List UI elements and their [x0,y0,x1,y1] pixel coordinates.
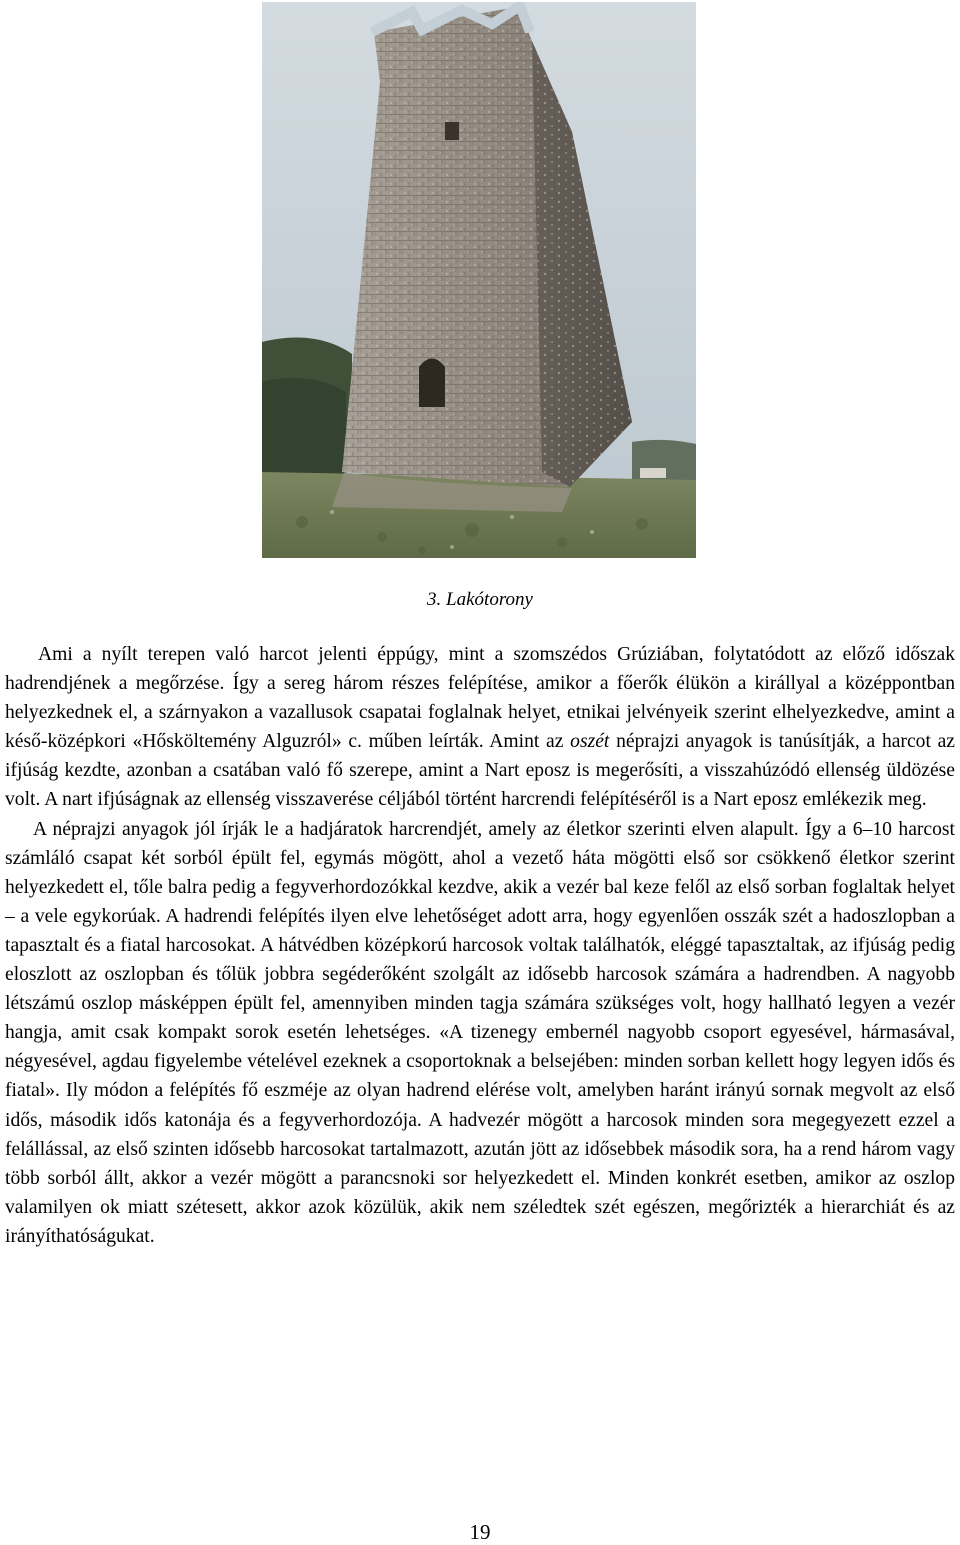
tower-photo [262,2,696,558]
text-run: néprajzi anyagok is tanúsítják, a harcot az ifjúság kezdte, azonban a csatában való fő szerepe, amint a Nart eposz is megerősíti, a visszahúzódó ellenség üldözése volt. A nart ifjúságnak az ellenség visszaverése céljából történt harcrendi felépítéséről is a Nart eposz emlékezik meg. [5,731,955,811]
paragraph [5,815,955,1251]
body-text [5,640,955,1251]
text-run: A néprajzi anyagok jól írják le a hadjáratok harcrendjét, amely az életkor szerinti elven alapult. Így a 6–10 harcost számláló csapat két sorból épült fel, egymás mögött, ahol a vezető háta mögötti első sor csökkenő életkor szerint helyezkedett el, tőle balra pedig a fegyverhordozókkal kezdve, akik a vezér bal keze felől az első sorban foglaltak helyet – a vele egykorúak. A hadrendi felépítés ilyen elve lehetőséget adott arra, hogy egyenlően osszák szét a hadoszlopban a tapasztalt és a fiatal harcosokat. A hátvédben középkorú harcosok voltak találhatók, eléggé tapasztaltak, az ifjúság pedig eloszlott az oszlopban és tőlük jobbra segéderőként szolgált az idősebb harcosok számára a hadrendben. A nagyobb létszámú oszlop másképpen épült fel, amennyiben minden tagja számára szükséges volt, hogy hallható legyen a vezér hangja, amit csak kompakt sorok esetén lehetséges. «A tizenegy embernél nagyobb csoport egyesével, hármasával, négyesével, agdau figyelembe vételével ezeknek a csoportoknak a belsejében: minden sorban kellett hogy legyen idős és fiatal». Ily módon a felépítés fő eszméje az olyan hadrend elérése volt, amelyben haránt irányú sornak megvolt az első idős, második idős katonája és a fegyverhordozója. A hadvezér mögött a harcosok minden sora megegyezett ezzel a felállással, az első szinten idősebb harcosokat tartalmazott, azután jött az idősebbek második sora, ha a rend három vagy több sorból állt, akkor a vezér mögött a parancsnoki sor helyezkedett el. Minden konkrét esetben, amikor az oszlop valamilyen ok miatt szétesett, akkor azok közülük, akik nem széledtek szét egészen, megőrizték a hierarchiát és az irányíthatóságukat. [5,818,955,1247]
paragraph [5,640,955,815]
page-number: 19 [469,1520,491,1544]
figure-caption: 3. Lakótorony [427,589,533,610]
text-run: Ami a nyílt terepen való harcot jelenti éppúgy, mint a szomszédos Grúziában, folytatódott az előző időszak hadrendjének a megőrzése. Így a sereg három részes felépítése, amikor a főerők élükön a királlyal a középpontban helyezkednek el, a szárnyakon a vazallusok csapatai foglalnak helyet, etnikai jelvényeik szerint elhelyezkedve, amint a késő-középkori «Hősköltemény Alguzról» c. műben leírták. Amint az [5,644,955,753]
text-run-italic: oszét [570,731,610,753]
